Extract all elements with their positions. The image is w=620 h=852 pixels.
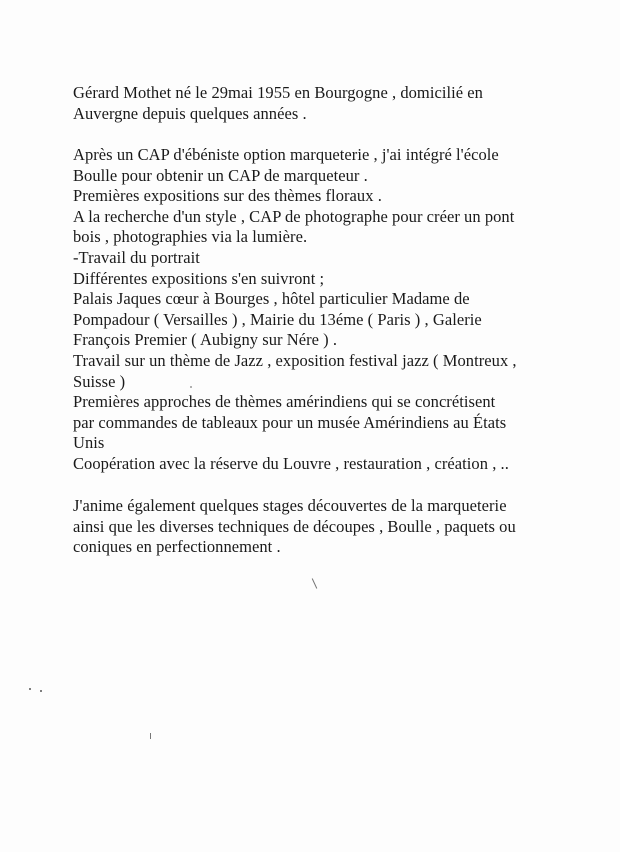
text-line: Coopération avec la réserve du Louvre , restauration , création , .. (73, 453, 509, 473)
text-line: Suisse ) (73, 371, 126, 391)
text-line: J'anime également quelques stages découvertes de la marqueterie (73, 496, 507, 515)
text-line: Gérard Mothet né le 29mai 1955 en Bourgogne , domicilié en (73, 83, 483, 102)
paragraph-intro (73, 83, 573, 124)
scan-artifact (190, 386, 192, 388)
text-line: Après un CAP d'ébéniste option marqueterie , j'ai intégré l'école (73, 145, 499, 164)
text-line: A la recherche d'un style , CAP de photographe pour créer un pont (73, 206, 515, 226)
paragraph-workshops (73, 496, 573, 558)
scan-artifact (150, 733, 151, 739)
paragraph-career (73, 145, 573, 475)
text-line: -Travail du portrait (73, 247, 200, 267)
text-line: Premières approches de thèmes amérindiens qui se concrétisent (73, 392, 496, 412)
text-line: Boulle pour obtenir un CAP de marqueteur . (73, 165, 368, 185)
text-line: Différentes expositions s'en suivront ; (73, 268, 325, 288)
text-line: Auvergne depuis quelques années . (73, 103, 307, 123)
text-line: par commandes de tableaux pour un musée Amérindiens au États (73, 412, 507, 432)
text-line: bois , photographies via la lumière. (73, 227, 308, 247)
text-line: coniques en perfectionnement . (73, 537, 281, 557)
text-line: Pompadour ( Versailles ) , Mairie du 13éme ( Paris ) , Galerie (73, 309, 482, 329)
text-line: François Premier ( Aubigny sur Nére ) . (73, 330, 338, 350)
text-line: Palais Jaques cœur à Bourges , hôtel particulier Madame de (73, 289, 470, 309)
scan-artifact (29, 688, 31, 690)
text-line: Unis (73, 433, 105, 453)
text-line: ainsi que les diverses techniques de découpes , Boulle , paquets ou (73, 516, 516, 536)
scan-artifact (40, 690, 42, 692)
text-line: Travail sur un thème de Jazz , exposition festival jazz ( Montreux , (73, 350, 517, 370)
text-line: Premières expositions sur des thèmes floraux . (73, 186, 382, 206)
scan-artifact (312, 578, 318, 588)
